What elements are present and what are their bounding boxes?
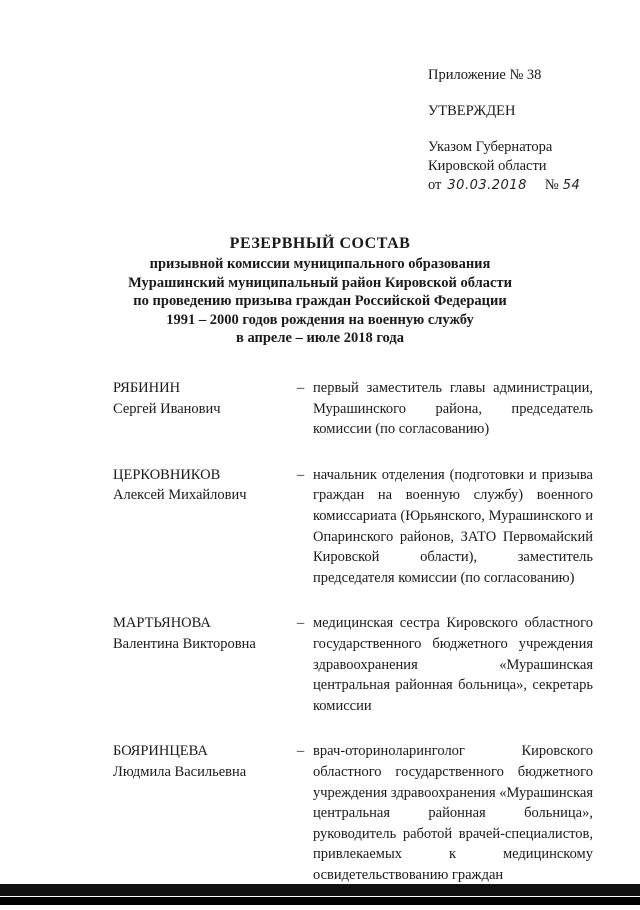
members-list — [113, 378, 593, 910]
member-surname: МАРТЬЯНОВА — [113, 615, 211, 632]
date-prefix: от — [428, 177, 442, 193]
appendix-block — [428, 66, 628, 195]
member-name — [113, 465, 297, 589]
member-role: врач-оториноларинголог Кировского областного государственного бюджетного учреждения здравоохранения «Мурашинская центральная районная больница», руководитель работой врачей-специалистов, привлекаемых к медицинскому освидетельствованию граждан — [313, 743, 594, 883]
approved-label: УТВЕРЖДЕН — [428, 103, 516, 119]
member-row — [113, 613, 593, 716]
scan-edge-band-lower — [0, 897, 640, 905]
member-surname: РЯБИНИН — [113, 380, 181, 396]
member-role: начальник отделения (подготовки и призыва граждан на военную службу) военного комиссариата (Юрьянского, Мурашинского и Опаринского районов, ЗАТО Первомайский Кировской области), заместитель председателя комиссии (по согласованию) — [313, 466, 593, 586]
member-name — [113, 378, 297, 440]
member-given-name: Алексей Михайлович — [113, 487, 247, 504]
member-dash: – — [297, 466, 305, 483]
member-role: медицинская сестра Кировского областного государственного бюджетного учреждения здравоохранения «Мурашинская центральная районная больница», секретарь комиссии — [313, 615, 593, 714]
member-dash: – — [297, 380, 305, 396]
handwritten-date: 30.03.2018 — [447, 178, 527, 193]
member-surname: БОЯРИНЦЕВА — [113, 743, 208, 760]
heading-line-4: 1991 – 2000 годов рождения на военную службу — [166, 311, 474, 328]
appendix-number: Приложение № 38 — [428, 67, 542, 83]
member-dash: – — [297, 615, 305, 632]
heading-line-1: призывной комиссии муниципального образования — [149, 256, 491, 272]
member-given-name: Сергей Иванович — [113, 400, 221, 417]
scan-edge-band — [0, 884, 640, 896]
document-title: РЕЗЕРВНЫЙ СОСТАВ — [229, 235, 411, 252]
member-role: первый заместитель главы администрации, Мурашинского района, председатель комиссии (по согласованию) — [313, 380, 593, 438]
member-name — [113, 613, 297, 716]
member-given-name: Людмила Васильевна — [113, 763, 247, 780]
number-label: № — [544, 177, 559, 193]
heading-line-5: в апреле – июле 2018 года — [236, 330, 404, 347]
member-row — [113, 378, 593, 440]
decree-date-row — [428, 176, 628, 195]
decree-line-1: Указом Губернатора — [428, 139, 553, 155]
heading-line-2: Мурашинский муниципальный район Кировской области — [128, 274, 512, 291]
member-given-name: Валентина Викторовна — [113, 635, 256, 652]
handwritten-number: 54 — [562, 178, 581, 193]
document-heading — [100, 233, 540, 348]
heading-line-3: по проведению призыва граждан Российской Федерации — [133, 293, 507, 310]
member-surname: ЦЕРКОВНИКОВ — [113, 466, 221, 483]
member-name — [113, 741, 297, 885]
member-dash: – — [297, 743, 305, 760]
member-row — [113, 741, 593, 885]
member-row — [113, 465, 593, 589]
decree-line-2: Кировской области — [428, 158, 547, 174]
